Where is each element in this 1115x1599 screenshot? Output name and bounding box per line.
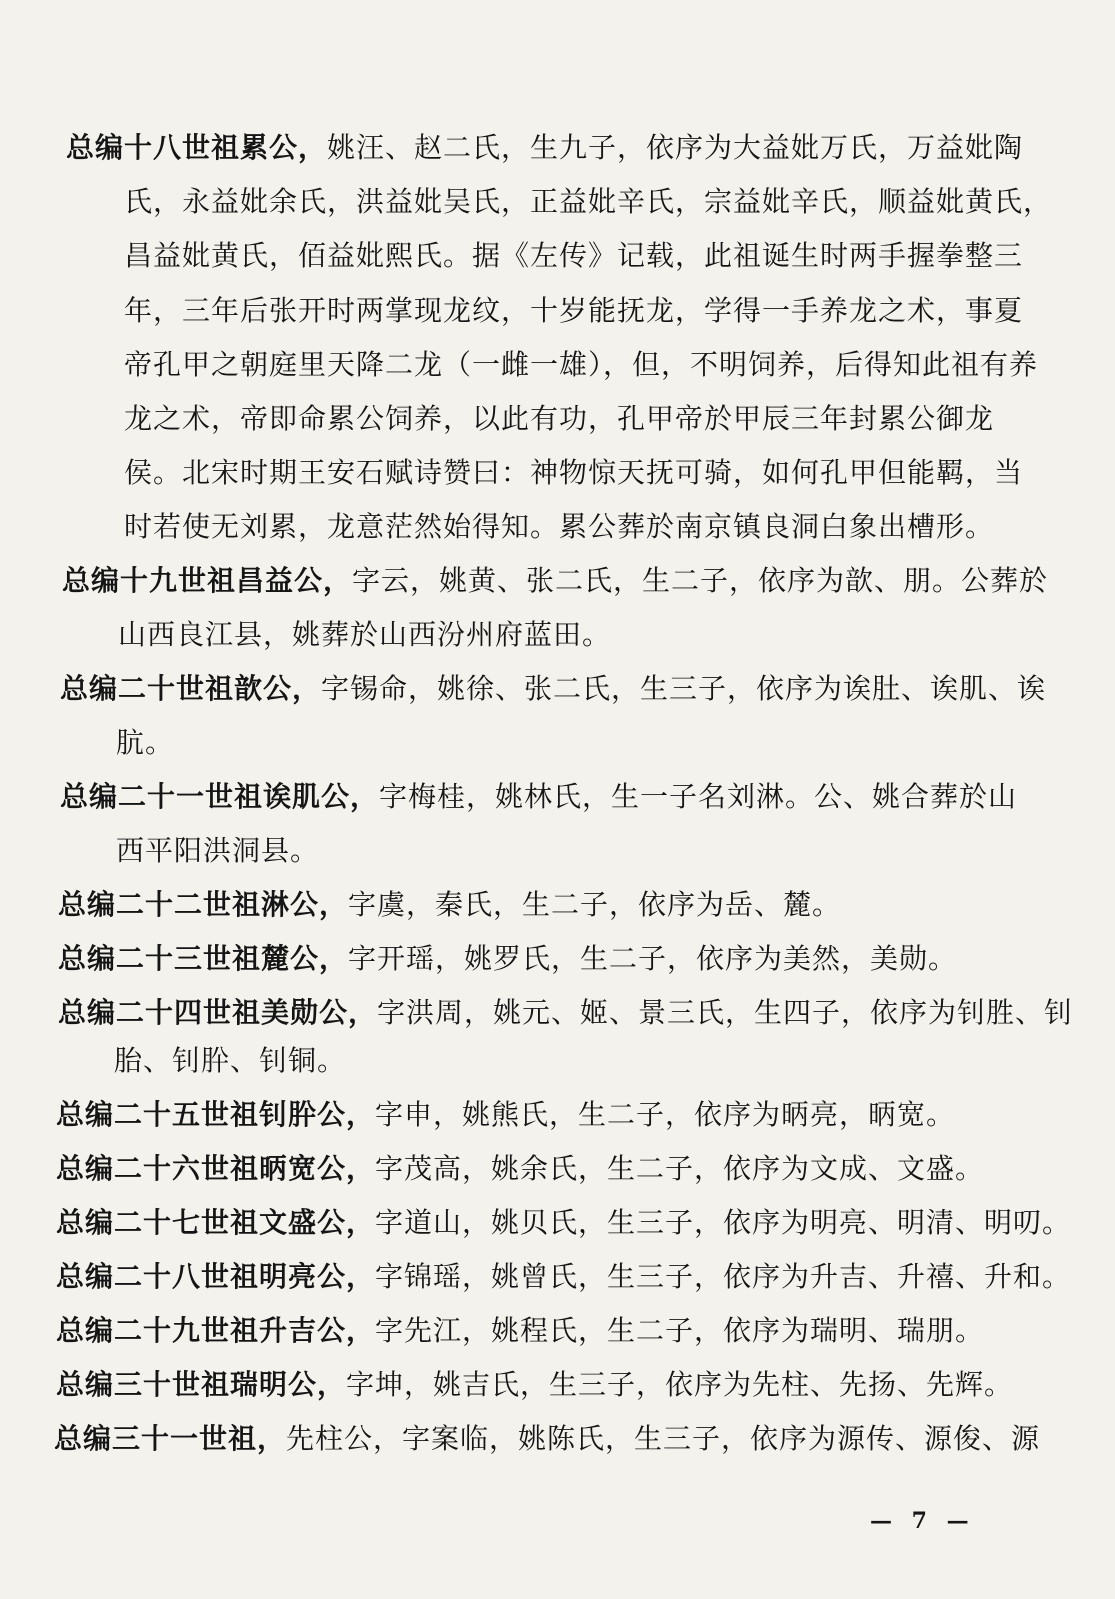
entry-first-line	[56, 1313, 984, 1349]
entry-text: 字虞，秦氏，生二子，依序为岳、麓。	[348, 888, 842, 921]
entry-heading: 总编二十四世祖美勋公，	[58, 996, 378, 1029]
entry-first-line	[58, 995, 1073, 1031]
entry-text: 字洪周，姚元、姬、景三氏，生四子，依序为钊胜、钊	[377, 996, 1074, 1029]
entry-text: 氏，永益妣余氏，洪益妣吴氏，正益妣辛氏，宗益妣辛氏，顺益妣黄氏，	[124, 185, 1053, 218]
entry-text: 年，三年后张开时两掌现龙纹，十岁能抚龙，学得一手养龙之术，事夏	[124, 294, 1024, 327]
entry-first-line	[56, 1097, 955, 1133]
entry-first-line	[56, 1367, 1013, 1403]
entry-first-line	[66, 130, 1023, 166]
entry-first-line	[58, 887, 841, 923]
entry-heading: 总编十九世祖昌益公，	[62, 564, 353, 597]
entry-heading: 总编十八世祖累公，	[66, 131, 328, 164]
entry-first-line	[56, 1205, 1071, 1241]
entry-heading: 总编二十五世祖钊肸公，	[56, 1098, 376, 1131]
entry-text: 肮。	[116, 726, 175, 759]
entry-heading: 总编二十一世祖诶肌公，	[60, 780, 380, 813]
entry-text: 字开瑶，姚罗氏，生二子，依序为美然，美勋。	[348, 942, 958, 975]
entry-text: 山西良江县，姚葬於山西汾州府蓝田。	[118, 618, 612, 651]
entry-text: 字锦瑶，姚曾氏，生三子，依序为升吉、升禧、升和。	[375, 1260, 1072, 1293]
entry-text: 先柱公，字案临，姚陈氏，生三子，依序为源传、源俊、源	[286, 1422, 1041, 1455]
entry-heading: 总编二十九世祖升吉公，	[56, 1314, 376, 1347]
entry-heading: 总编三十一世祖，	[54, 1422, 287, 1455]
entry-text: 字云，姚黄、张二氏，生二子，依序为歆、朋。公葬於	[352, 564, 1049, 597]
entry-heading: 总编三十世祖瑞明公，	[56, 1368, 347, 1401]
entry-text: 字茂高，姚余氏，生二子，依序为文成、文盛。	[375, 1152, 985, 1185]
entry-text: 字申，姚熊氏，生二子，依序为昞亮，昞宽。	[375, 1098, 956, 1131]
entry-first-line	[60, 671, 1046, 707]
entry-first-line	[58, 941, 957, 977]
entry-text: 西平阳洪洞县。	[116, 834, 320, 867]
entry-text: 帝孔甲之朝庭里天降二龙（一雌一雄），但，不明饲养，后得知此祖有养	[124, 348, 1039, 381]
entry-text: 时若使无刘累，龙意茫然始得知。累公葬於南京镇良洞白象出槽形。	[124, 510, 995, 543]
entry-text: 侯。北宋时期王安石赋诗赞曰：神物惊天抚可骑，如何孔甲但能羁，当	[124, 456, 1024, 489]
entry-heading: 总编二十二世祖淋公，	[58, 888, 349, 921]
entry-text: 字锡命，姚徐、张二氏，生三子，依序为诶肚、诶肌、诶	[321, 672, 1047, 705]
entry-heading: 总编二十七世祖文盛公，	[56, 1206, 376, 1239]
entry-first-line	[54, 1421, 1040, 1457]
entry-first-line	[56, 1259, 1071, 1295]
entry-text: 字先江，姚程氏，生二子，依序为瑞明、瑞朋。	[375, 1314, 985, 1347]
entry-first-line	[62, 563, 1048, 599]
entry-first-line	[56, 1151, 984, 1187]
entry-text: 字梅桂，姚林氏，生一子名刘淋。公、姚合葬於山	[379, 780, 1018, 813]
entry-heading: 总编二十世祖歆公，	[60, 672, 322, 705]
page-number: — 7 —	[870, 1508, 975, 1534]
entry-heading: 总编二十八世祖明亮公，	[56, 1260, 376, 1293]
entry-first-line	[60, 779, 1017, 815]
entry-heading: 总编二十六世祖昞宽公，	[56, 1152, 376, 1185]
entry-text: 胎、钊肸、钊铜。	[114, 1044, 347, 1077]
entry-text: 龙之术，帝即命累公饲养，以此有功，孔甲帝於甲辰三年封累公御龙	[124, 402, 995, 435]
entry-text: 昌益妣黄氏，佰益妣熙氏。据《左传》记载，此祖诞生时两手握拳整三	[124, 239, 1024, 272]
entry-text: 字道山，姚贝氏，生三子，依序为明亮、明清、明叨。	[375, 1206, 1072, 1239]
entry-heading: 总编二十三世祖麓公，	[58, 942, 349, 975]
entry-text: 字坤，姚吉氏，生三子，依序为先柱、先扬、先辉。	[346, 1368, 1014, 1401]
entry-text: 姚汪、赵二氏，生九子，依序为大益妣万氏，万益妣陶	[327, 131, 1024, 164]
